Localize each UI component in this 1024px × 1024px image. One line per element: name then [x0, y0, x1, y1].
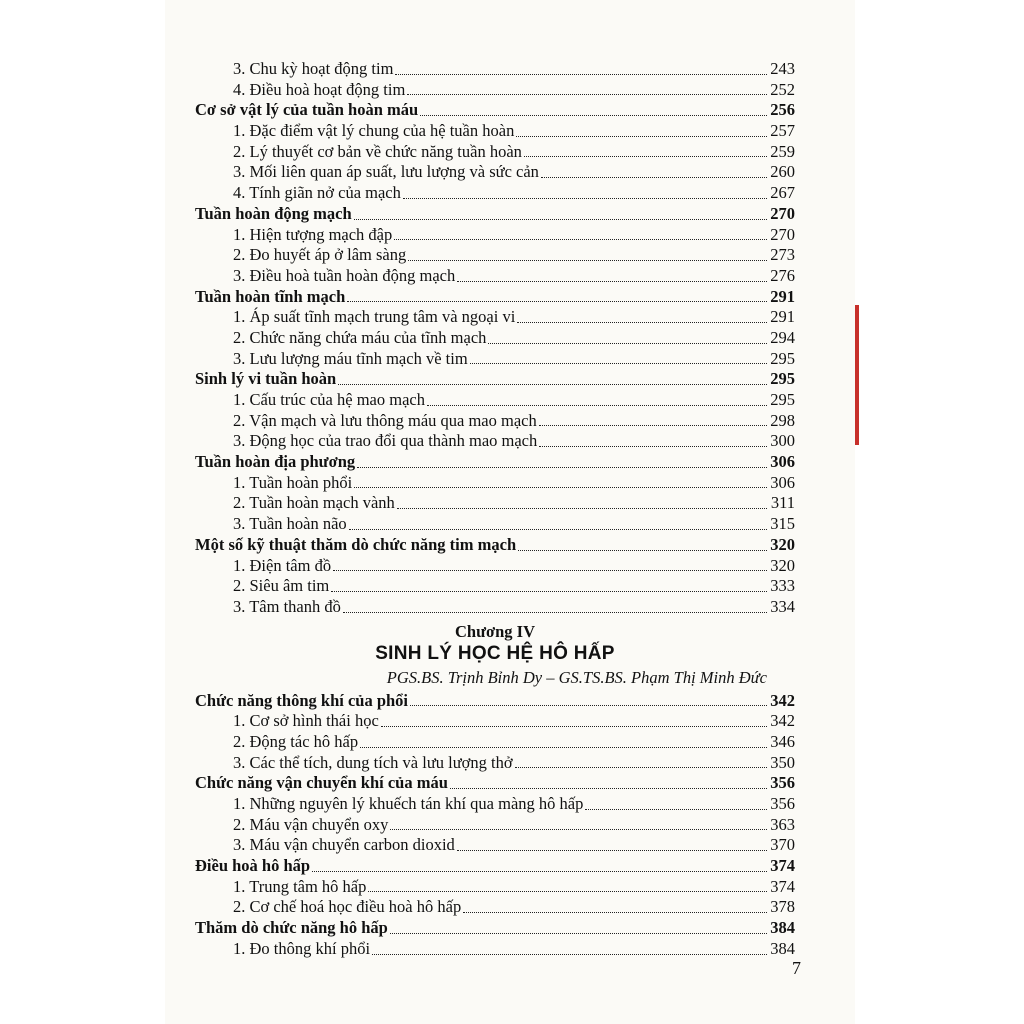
leader-dots: [539, 445, 767, 447]
toc-entry-title: 2. Cơ chế hoá học điều hoà hô hấp: [233, 897, 462, 917]
toc-entry-page: 315: [770, 514, 795, 534]
toc-entry-title: 2. Tuần hoàn mạch vành: [233, 493, 395, 513]
toc-section-entry: [195, 918, 795, 939]
leader-dots: [427, 404, 767, 406]
toc-entry: [195, 556, 795, 577]
toc-entry-page: 270: [770, 224, 795, 244]
leader-dots: [403, 197, 767, 199]
toc-entry-title: 1. Đo thông khí phổi: [233, 938, 371, 958]
toc-entry: [195, 753, 795, 774]
toc-entry-page: 257: [770, 121, 795, 141]
toc-entry-page: 295: [770, 390, 795, 409]
leader-dots: [407, 93, 767, 95]
leader-dots: [408, 259, 767, 261]
toc-entry-title: Tuần hoàn địa phương: [195, 452, 356, 472]
leader-dots: [349, 528, 767, 530]
toc-entry-title: Điều hoà hô hấp: [195, 856, 311, 876]
toc-entry-page: 273: [770, 245, 795, 265]
toc-entry-page: 320: [770, 555, 795, 575]
toc-entry-page: 300: [770, 431, 795, 451]
toc-entry-page: 311: [770, 493, 795, 513]
toc-entry-title: 2. Vận mạch và lưu thông máu qua mao mạch: [233, 410, 537, 430]
toc-entry-title: Chức năng thông khí của phổi: [195, 690, 409, 710]
toc-entry-page: 378: [770, 897, 795, 917]
toc-entry-title: 3. Lưu lượng máu tĩnh mạch về tim: [233, 348, 468, 368]
leader-dots: [360, 746, 767, 748]
toc-entry: [195, 328, 795, 349]
toc-entry-title: 3. Tuần hoàn não: [233, 514, 347, 534]
leader-dots: [390, 828, 767, 830]
leader-dots: [333, 569, 767, 571]
toc-section-entry: [195, 856, 795, 877]
toc-entry-page: 291: [770, 286, 795, 306]
table-of-contents: [195, 59, 795, 960]
leader-dots: [457, 849, 767, 851]
toc-entry: [195, 59, 795, 80]
leader-dots: [338, 383, 767, 385]
toc-section-entry: [195, 100, 795, 121]
toc-entry-page: 374: [770, 856, 795, 876]
toc-entry-title: 2. Chức năng chứa máu của tĩnh mạch: [233, 327, 487, 347]
toc-section-entry: [195, 452, 795, 473]
toc-entry-page: 260: [770, 162, 795, 182]
toc-entry-title: Thăm dò chức năng hô hấp: [195, 918, 388, 938]
leader-dots: [410, 704, 767, 706]
leader-dots: [585, 808, 767, 810]
leader-dots: [518, 549, 767, 551]
toc-entry-page: 334: [770, 596, 795, 616]
toc-entry-title: 2. Đo huyết áp ở lâm sàng: [233, 245, 407, 265]
leader-dots: [463, 911, 767, 913]
toc-entry: [195, 80, 795, 101]
toc-entry-page: 291: [770, 307, 795, 327]
leader-dots: [343, 611, 767, 613]
toc-entry-page: 384: [770, 918, 795, 938]
toc-entry-page: 346: [770, 731, 795, 751]
toc-entry-title: 1. Những nguyên lý khuếch tán khí qua màng hô hấp: [233, 794, 584, 813]
toc-entry-title: 1. Tuần hoàn phổi: [233, 472, 353, 492]
toc-entry: [195, 307, 795, 328]
leader-dots: [450, 787, 767, 789]
leader-dots: [470, 362, 767, 364]
toc-entry-title: 3. Các thể tích, dung tích và lưu lượng thở: [233, 752, 513, 772]
leader-dots: [368, 890, 767, 892]
leader-dots: [312, 870, 767, 872]
toc-entry-page: 342: [770, 711, 795, 731]
toc-entry: [195, 411, 795, 432]
toc-entry-title: Sinh lý vi tuần hoàn: [195, 369, 337, 389]
leader-dots: [354, 486, 767, 488]
toc-entry-title: 1. Điện tâm đồ: [233, 555, 332, 575]
toc-entry-title: 2. Siêu âm tim: [233, 576, 330, 596]
toc-entry-page: 276: [770, 265, 795, 285]
toc-entry-page: 295: [770, 369, 795, 389]
toc-entry: [195, 225, 795, 246]
toc-entry-page: 252: [770, 79, 795, 99]
toc-entry-title: 3. Mối liên quan áp suất, lưu lượng và sức cản: [233, 162, 539, 182]
toc-entry: [195, 576, 795, 597]
toc-entry: [195, 493, 795, 514]
toc-entry: [195, 245, 795, 266]
toc-entry-title: 1. Cơ sở hình thái học: [233, 711, 379, 731]
toc-entry-page: 298: [770, 410, 795, 430]
leader-dots: [516, 135, 767, 137]
leader-dots: [394, 238, 767, 240]
toc-entry: [195, 732, 795, 753]
toc-entry-page: 294: [770, 327, 795, 347]
toc-entry-title: Cơ sở vật lý của tuần hoàn máu: [195, 100, 419, 120]
toc-entry-title: 4. Tính giãn nở của mạch: [233, 183, 401, 203]
toc-section-entry: [195, 204, 795, 225]
toc-entry-page: 333: [770, 576, 795, 596]
toc-entry: [195, 815, 795, 836]
page-edge-marker: [855, 305, 859, 445]
leader-dots: [397, 507, 767, 509]
toc-entry-page: 374: [770, 876, 795, 896]
toc-entry: [195, 877, 795, 898]
chapter-heading: [195, 621, 795, 665]
toc-entry-page: 243: [770, 59, 795, 78]
toc-entry: [195, 162, 795, 183]
chapter-title: SINH LÝ HỌC HỆ HÔ HẤP: [375, 642, 615, 664]
toc-entry: [195, 431, 795, 452]
toc-section-circulation: [195, 59, 795, 618]
toc-entry: [195, 897, 795, 918]
toc-entry: [195, 183, 795, 204]
toc-entry-page: 270: [770, 203, 795, 223]
leader-dots: [372, 953, 767, 955]
toc-section-entry: [195, 773, 795, 794]
leader-dots: [420, 114, 767, 116]
toc-entry-page: 267: [770, 183, 795, 203]
toc-entry-page: 350: [770, 752, 795, 772]
leader-dots: [457, 280, 767, 282]
leader-dots: [515, 766, 767, 768]
toc-entry-page: 363: [770, 814, 795, 834]
toc-entry: [195, 349, 795, 370]
leader-dots: [517, 321, 767, 323]
leader-dots: [347, 300, 767, 302]
leader-dots: [488, 342, 767, 344]
leader-dots: [331, 590, 767, 592]
toc-entry-page: 259: [770, 141, 795, 161]
toc-section-entry: [195, 369, 795, 390]
toc-entry-page: 256: [770, 100, 795, 120]
toc-section-entry: [195, 287, 795, 308]
toc-entry: [195, 835, 795, 856]
toc-entry: [195, 794, 795, 815]
toc-entry-page: 320: [770, 534, 795, 554]
leader-dots: [539, 424, 767, 426]
toc-entry-page: 356: [770, 794, 795, 813]
toc-entry-title: Tuần hoàn động mạch: [195, 203, 352, 223]
toc-entry: [195, 514, 795, 535]
toc-section-respiration: [195, 691, 795, 960]
toc-entry-title: 3. Động học của trao đổi qua thành mao mạch: [233, 431, 538, 451]
toc-entry-title: 1. Đặc điểm vật lý chung của hệ tuần hoàn: [233, 121, 515, 141]
chapter-label: Chương IV: [454, 621, 536, 641]
toc-entry-page: 356: [770, 773, 795, 793]
leader-dots: [541, 176, 767, 178]
toc-section-entry: [195, 535, 795, 556]
toc-entry: [195, 473, 795, 494]
toc-entry-page: 342: [770, 690, 795, 710]
toc-entry-title: 4. Điều hoà hoạt động tim: [233, 79, 406, 99]
toc-entry-title: 1. Cấu trúc của hệ mao mạch: [233, 390, 425, 409]
toc-entry-title: 1. Trung tâm hô hấp: [233, 876, 367, 896]
toc-entry: [195, 939, 795, 960]
toc-entry: [195, 711, 795, 732]
toc-section-entry: [195, 691, 795, 712]
toc-entry-title: 2. Lý thuyết cơ bản về chức năng tuần hoàn: [233, 141, 522, 161]
leader-dots: [357, 466, 767, 468]
toc-entry-page: 370: [770, 835, 795, 855]
toc-entry-page: 306: [770, 472, 795, 492]
toc-entry-title: 3. Điều hoà tuần hoàn động mạch: [233, 265, 456, 285]
leader-dots: [524, 155, 767, 157]
leader-dots: [354, 218, 767, 220]
toc-entry-title: 1. Hiện tượng mạch đập: [233, 224, 393, 244]
toc-entry-title: 3. Chu kỳ hoạt động tim: [233, 59, 394, 78]
toc-entry-page: 384: [770, 938, 795, 958]
chapter-authors: PGS.BS. Trịnh Bỉnh Dy – GS.TS.BS. Phạm Thị Minh Đức: [386, 667, 767, 687]
toc-entry-title: 1. Áp suất tĩnh mạch trung tâm và ngoại vi: [233, 307, 516, 327]
page-number: 7: [792, 958, 801, 978]
toc-entry-title: Chức năng vận chuyển khí của máu: [195, 773, 448, 793]
toc-entry-title: Một số kỹ thuật thăm dò chức năng tim mạch: [195, 534, 517, 554]
toc-entry: [195, 142, 795, 163]
leader-dots: [381, 725, 767, 727]
toc-entry-page: 306: [770, 452, 795, 472]
toc-entry: [195, 390, 795, 411]
leader-dots: [395, 73, 767, 75]
toc-entry: [195, 266, 795, 287]
toc-entry-title: 3. Máu vận chuyển carbon dioxid: [233, 835, 455, 855]
toc-entry: [195, 597, 795, 618]
toc-entry-title: 3. Tâm thanh đồ: [233, 596, 341, 616]
toc-entry-title: Tuần hoàn tĩnh mạch: [195, 286, 346, 306]
toc-entry: [195, 121, 795, 142]
toc-entry-page: 295: [770, 348, 795, 368]
toc-entry-title: 2. Động tác hô hấp: [233, 731, 359, 751]
leader-dots: [390, 932, 767, 934]
toc-entry-title: 2. Máu vận chuyển oxy: [233, 814, 389, 834]
